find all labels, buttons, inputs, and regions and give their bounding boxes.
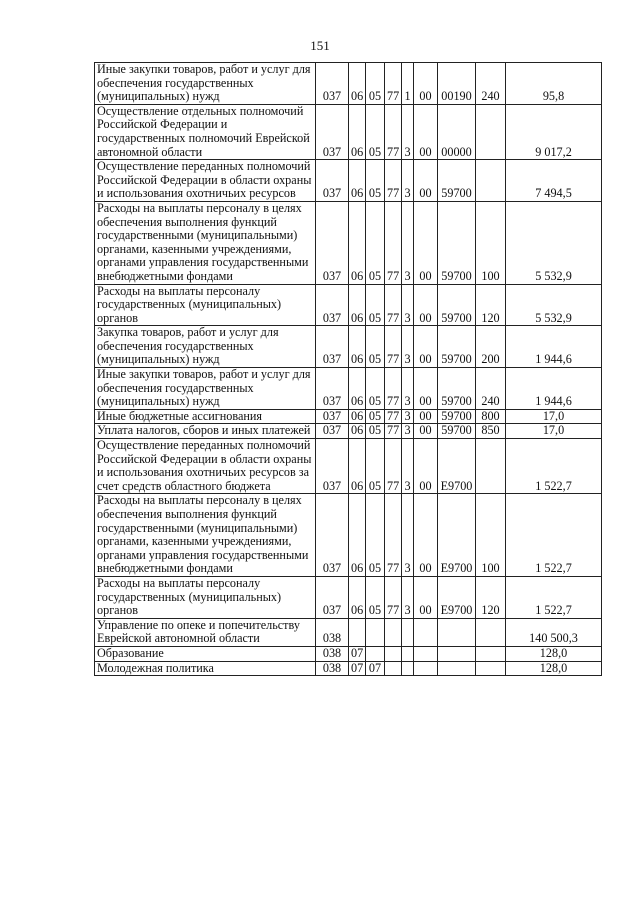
program-code: 77 (385, 368, 402, 410)
row-name: Осуществление переданных полномочий Российской Федерации в области охраны и использования охотничьих ресурсов за счет средств областного бюджета (95, 439, 316, 494)
table-row (95, 409, 602, 424)
row-name: Осуществление переданных полномочий Российской Федерации в области охраны и использования охотничьих ресурсов (95, 160, 316, 202)
table-row (95, 424, 602, 439)
subprogram-code (402, 618, 414, 646)
subsection-code: 05 (366, 160, 385, 202)
subsection-code: 05 (366, 576, 385, 618)
section-code: 06 (349, 409, 366, 424)
subprogram-code: 3 (402, 494, 414, 577)
section-code: 06 (349, 424, 366, 439)
admin-code: 037 (316, 439, 349, 494)
table-row (95, 646, 602, 661)
row-name: Расходы на выплаты персоналу в целях обеспечения выполнения функций государственными (муниципальными) органами, казенными учреждениями, органами управления государственными внебюджетными фондами (95, 494, 316, 577)
table-row (95, 160, 602, 202)
admin-code: 038 (316, 618, 349, 646)
admin-code: 037 (316, 201, 349, 284)
expense-code: 59700 (438, 160, 476, 202)
row-name: Молодежная политика (95, 661, 316, 676)
amount: 95,8 (506, 63, 602, 105)
expense-code: 59700 (438, 284, 476, 326)
amount: 5 532,9 (506, 201, 602, 284)
direction-code: 00 (414, 326, 438, 368)
row-name: Закупка товаров, работ и услуг для обеспечения государственных (муниципальных) нужд (95, 326, 316, 368)
amount: 7 494,5 (506, 160, 602, 202)
row-name: Расходы на выплаты персоналу в целях обеспечения выполнения функций государственными (муниципальными) органами, казенными учреждениями, органами управления государственными внебюджетными фондами (95, 201, 316, 284)
expense-code: 59700 (438, 368, 476, 410)
subprogram-code: 3 (402, 439, 414, 494)
table-row (95, 326, 602, 368)
subprogram-code: 3 (402, 160, 414, 202)
amount: 140 500,3 (506, 618, 602, 646)
direction-code (414, 661, 438, 676)
expense-type-code: 120 (476, 284, 506, 326)
table-row (95, 63, 602, 105)
table-row (95, 439, 602, 494)
table-row (95, 494, 602, 577)
admin-code: 037 (316, 424, 349, 439)
section-code: 06 (349, 326, 366, 368)
program-code: 77 (385, 424, 402, 439)
subprogram-code: 3 (402, 284, 414, 326)
subprogram-code (402, 646, 414, 661)
section-code: 06 (349, 63, 366, 105)
section-code: 06 (349, 104, 366, 159)
admin-code: 037 (316, 326, 349, 368)
table-row (95, 576, 602, 618)
budget-table (94, 62, 602, 676)
amount: 17,0 (506, 409, 602, 424)
admin-code: 038 (316, 661, 349, 676)
admin-code: 037 (316, 284, 349, 326)
admin-code: 037 (316, 368, 349, 410)
table-row (95, 284, 602, 326)
amount: 1 944,6 (506, 368, 602, 410)
direction-code: 00 (414, 368, 438, 410)
program-code: 77 (385, 409, 402, 424)
row-name: Иные закупки товаров, работ и услуг для обеспечения государственных (муниципальных) нужд (95, 63, 316, 105)
direction-code: 00 (414, 104, 438, 159)
expense-code: E9700 (438, 576, 476, 618)
direction-code: 00 (414, 409, 438, 424)
admin-code: 037 (316, 576, 349, 618)
subsection-code: 05 (366, 494, 385, 577)
budget-table-body (95, 63, 602, 676)
subsection-code: 05 (366, 104, 385, 159)
program-code: 77 (385, 494, 402, 577)
section-code: 06 (349, 576, 366, 618)
section-code: 06 (349, 439, 366, 494)
row-name: Расходы на выплаты персоналу государственных (муниципальных) органов (95, 576, 316, 618)
amount: 128,0 (506, 646, 602, 661)
expense-code: 59700 (438, 201, 476, 284)
direction-code: 00 (414, 424, 438, 439)
row-name: Осуществление отдельных полномочий Российской Федерации и государственных полномочий Еврейской автономной области (95, 104, 316, 159)
admin-code: 037 (316, 63, 349, 105)
expense-code (438, 646, 476, 661)
admin-code: 037 (316, 160, 349, 202)
subsection-code: 05 (366, 326, 385, 368)
expense-code: 59700 (438, 409, 476, 424)
direction-code: 00 (414, 284, 438, 326)
amount: 5 532,9 (506, 284, 602, 326)
subprogram-code (402, 661, 414, 676)
admin-code: 037 (316, 104, 349, 159)
section-code: 06 (349, 284, 366, 326)
admin-code: 038 (316, 646, 349, 661)
table-row (95, 104, 602, 159)
row-name: Иные бюджетные ассигнования (95, 409, 316, 424)
admin-code: 037 (316, 409, 349, 424)
table-row (95, 368, 602, 410)
direction-code (414, 646, 438, 661)
amount: 9 017,2 (506, 104, 602, 159)
section-code (349, 618, 366, 646)
row-name: Уплата налогов, сборов и иных платежей (95, 424, 316, 439)
direction-code: 00 (414, 494, 438, 577)
subsection-code (366, 618, 385, 646)
table-row (95, 201, 602, 284)
subsection-code (366, 646, 385, 661)
direction-code: 00 (414, 160, 438, 202)
amount: 128,0 (506, 661, 602, 676)
direction-code: 00 (414, 576, 438, 618)
subsection-code: 07 (366, 661, 385, 676)
expense-code: 59700 (438, 424, 476, 439)
amount: 1 522,7 (506, 494, 602, 577)
section-code: 06 (349, 368, 366, 410)
page-number: 151 (310, 38, 330, 53)
expense-type-code: 100 (476, 494, 506, 577)
expense-type-code: 200 (476, 326, 506, 368)
expense-code (438, 618, 476, 646)
expense-type-code (476, 618, 506, 646)
expense-code: 59700 (438, 326, 476, 368)
subprogram-code: 1 (402, 63, 414, 105)
expense-type-code: 800 (476, 409, 506, 424)
amount: 1 522,7 (506, 576, 602, 618)
table-row (95, 618, 602, 646)
direction-code: 00 (414, 201, 438, 284)
subprogram-code: 3 (402, 424, 414, 439)
direction-code (414, 618, 438, 646)
program-code (385, 646, 402, 661)
program-code: 77 (385, 160, 402, 202)
subsection-code: 05 (366, 63, 385, 105)
expense-type-code (476, 104, 506, 159)
program-code: 77 (385, 284, 402, 326)
subsection-code: 05 (366, 424, 385, 439)
expense-type-code (476, 439, 506, 494)
expense-code: E9700 (438, 494, 476, 577)
section-code: 07 (349, 646, 366, 661)
row-name: Иные закупки товаров, работ и услуг для обеспечения государственных (муниципальных) нужд (95, 368, 316, 410)
direction-code: 00 (414, 63, 438, 105)
amount: 17,0 (506, 424, 602, 439)
program-code: 77 (385, 63, 402, 105)
subsection-code: 05 (366, 409, 385, 424)
row-name: Образование (95, 646, 316, 661)
program-code: 77 (385, 201, 402, 284)
section-code: 07 (349, 661, 366, 676)
subsection-code: 05 (366, 439, 385, 494)
section-code: 06 (349, 160, 366, 202)
subprogram-code: 3 (402, 104, 414, 159)
subprogram-code: 3 (402, 409, 414, 424)
program-code: 77 (385, 576, 402, 618)
program-code (385, 618, 402, 646)
program-code (385, 661, 402, 676)
program-code: 77 (385, 439, 402, 494)
subprogram-code: 3 (402, 326, 414, 368)
row-name: Управление по опеке и попечительству Еврейской автономной области (95, 618, 316, 646)
subprogram-code: 3 (402, 368, 414, 410)
section-code: 06 (349, 494, 366, 577)
expense-type-code: 240 (476, 368, 506, 410)
expense-code (438, 661, 476, 676)
section-code: 06 (349, 201, 366, 284)
subprogram-code: 3 (402, 201, 414, 284)
expense-type-code: 100 (476, 201, 506, 284)
subprogram-code: 3 (402, 576, 414, 618)
expense-type-code (476, 646, 506, 661)
expense-type-code (476, 661, 506, 676)
expense-code: 00190 (438, 63, 476, 105)
expense-type-code: 120 (476, 576, 506, 618)
expense-code: E9700 (438, 439, 476, 494)
amount: 1 522,7 (506, 439, 602, 494)
row-name: Расходы на выплаты персоналу государственных (муниципальных) органов (95, 284, 316, 326)
expense-type-code: 850 (476, 424, 506, 439)
expense-type-code: 240 (476, 63, 506, 105)
subsection-code: 05 (366, 284, 385, 326)
amount: 1 944,6 (506, 326, 602, 368)
direction-code: 00 (414, 439, 438, 494)
program-code: 77 (385, 104, 402, 159)
subsection-code: 05 (366, 201, 385, 284)
subsection-code: 05 (366, 368, 385, 410)
table-row (95, 661, 602, 676)
expense-type-code (476, 160, 506, 202)
program-code: 77 (385, 326, 402, 368)
expense-code: 00000 (438, 104, 476, 159)
admin-code: 037 (316, 494, 349, 577)
